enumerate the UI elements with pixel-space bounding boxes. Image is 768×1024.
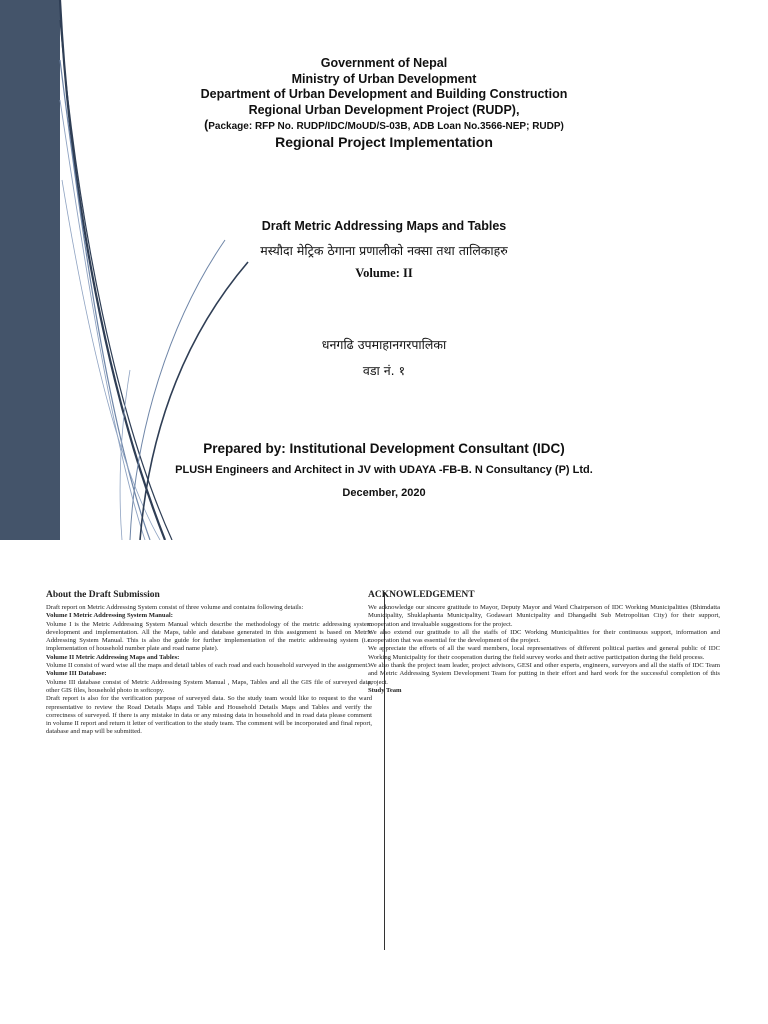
- acknowledgement-paragraph-1: We acknowledge our sincere gratitude to Mayor, Deputy Mayor and Ward Chairperson of IDC Working Municipalities (Bhimdatta Municipality, Shuklaphanta Municipality, Godawari Municipality and Dhangadhi Sub Metropolitan City) for their support, cooperation and invaluable suggestions for the project.: [368, 604, 720, 628]
- document-title-nepali: मस्यौदा मेट्रिक ठेगाना प्रणालीको नक्सा तथा तालिकाहरु: [260, 243, 508, 258]
- package-line: [0, 118, 768, 135]
- project-implementation-title: Regional Project Implementation: [275, 133, 493, 150]
- volume2-heading: Volume II Metric Addressing Maps and Tables:: [46, 653, 180, 661]
- about-draft-section: [46, 590, 372, 737]
- acknowledgement-signoff: Study Team: [368, 686, 402, 694]
- cover-header: [0, 56, 768, 150]
- acknowledgement-heading: ACKNOWLEDGEMENT: [368, 590, 475, 600]
- volume-label: Volume: II: [355, 266, 413, 280]
- volume1-text: Volume I is the Metric Addressing System Manual which describe the methodology of the metric addressing system development and implementation. All the Maps, table and database generated in this assignment is based on Metric Addressing System Manual. This is also the guide for further implementation of the metric addressing system (i.e. implementation of household number plate and road name plate).: [46, 620, 372, 653]
- volume2-text: Volume II consist of ward wise all the maps and detail tables of each road and each household surveyed in the assignment.: [46, 662, 369, 670]
- volume1-heading: Volume I Metric Addressing System Manual:: [46, 612, 173, 620]
- header-line-ministry: Ministry of Urban Development: [291, 71, 477, 86]
- header-line-government: Government of Nepal: [320, 56, 448, 70]
- municipality-name: धनगढि उपमाहानगरपालिका: [321, 337, 447, 352]
- volume3-heading: Volume III Database:: [46, 670, 107, 678]
- ward-number: वडा नं. १: [362, 363, 406, 378]
- about-heading: About the Draft Submission: [46, 590, 160, 600]
- about-intro: Draft report on Metric Addressing System consist of three volume and contains following details:: [46, 604, 304, 611]
- header-line-department: Department of Urban Development and Building Construction: [200, 87, 568, 101]
- acknowledgement-section: [368, 590, 720, 695]
- volume3-text: Volume III database consist of Metric Addressing System Manual , Maps, Tables and all the GIS file of surveyed data, other GIS files, household photo in softcopy.: [46, 678, 372, 694]
- acknowledgement-paragraph-3: We appreciate the efforts of all the ward members, local representatives of different political parties and general public of IDC Working Municipality for their cooperation during the field survey works and their active participation during the field process.: [368, 645, 720, 661]
- document-title-english: Draft Metric Addressing Maps and Tables: [261, 219, 507, 233]
- report-date: December, 2020: [342, 487, 426, 499]
- acknowledgement-paragraph-4: We also thank the project team leader, project advisors, GESI and other experts, engineers, surveyors and all the staffs of IDC Team and Metric Addressing System Development Team for putting in their effort and hard work for the successful completion of this project.: [368, 662, 720, 686]
- package-open-paren: (: [204, 118, 209, 132]
- header-line-project: Regional Urban Development Project (RUDP),: [248, 102, 520, 117]
- prepared-by: Prepared by: Institutional Development Consultant (IDC): [203, 441, 565, 456]
- acknowledgement-paragraph-2: We also extend our gratitude to all the staffs of IDC Working Municipalities for their continuous support, information and cooperation that was essential for the development of the project.: [368, 628, 720, 645]
- package-text: Package: RFP No. RUDP/IDC/MoUD/S-03B, ADB Loan No.3566-NEP; RUDP): [208, 121, 564, 132]
- verification-text: Draft report is also for the verification purpose of surveyed data. So the study team would like to request to the ward representative to review the Road Details Maps and Table and Household Details Maps and Tables and verify the correctness of surveyed. If there is any mistake in data or any missing data in household and in road data please comment in volume II report and return it letter of verification to the study team. The comment will be incorporated and final report, database and map will be submitted.: [46, 695, 372, 736]
- consultant-name: PLUSH Engineers and Architect in JV with UDAYA -FB-B. N Consultancy (P) Ltd.: [175, 464, 593, 476]
